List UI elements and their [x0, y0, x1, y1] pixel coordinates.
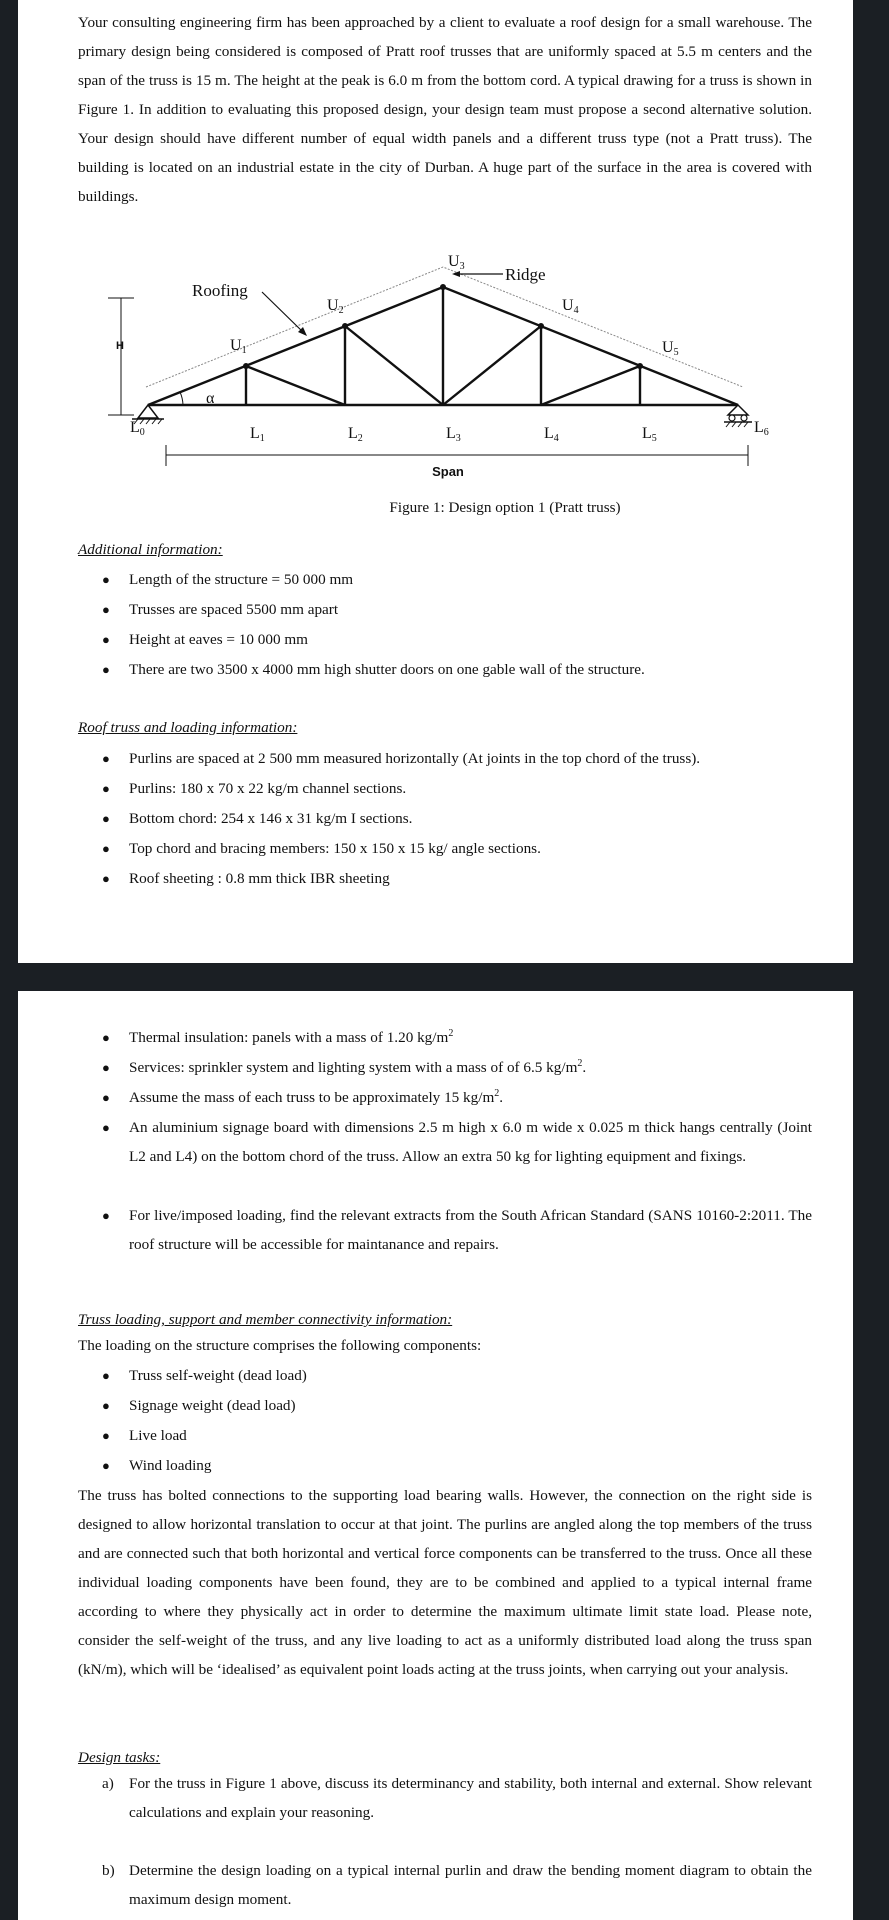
bullet-icon: ● [102, 781, 110, 796]
bullet-icon: ● [102, 632, 110, 647]
list-item: ● Truss self-weight (dead load) [78, 1361, 812, 1391]
bullet-icon: ● [102, 811, 110, 826]
roofing-label: Roofing [192, 281, 248, 300]
diagonal-u4-l3 [443, 326, 541, 405]
bullet-icon: ● [102, 1120, 110, 1135]
list-item: ● Wind loading [78, 1451, 812, 1481]
list-item: ● Assume the mass of each truss to be approximately 15 $kg/m^2$. [78, 1083, 812, 1113]
joint-u4 [538, 323, 544, 329]
alpha-label: α [206, 390, 215, 407]
roller-wheel-2 [741, 415, 747, 421]
list-item: ● Live load [78, 1421, 812, 1451]
roller-wheel-1 [729, 415, 735, 421]
label-u3: U3 [448, 253, 465, 272]
label-u2: U2 [327, 297, 344, 316]
list-item: ● Signage weight (dead load) [78, 1391, 812, 1421]
diagonal-u2-l3 [345, 326, 443, 405]
document-page-2 [18, 991, 853, 1920]
alpha-arc [180, 392, 183, 405]
list-item: ● Purlins: 180 x 70 x 22 kg/m channel sections. [78, 774, 812, 804]
additional-info-heading: Additional information: [78, 541, 223, 558]
bullet-icon: ● [102, 1368, 110, 1383]
list-item: ● Roof sheeting : 0.8 mm thick IBR sheeting [78, 864, 812, 894]
bullet-icon: ● [102, 1398, 110, 1413]
additional-info-list [78, 565, 812, 685]
h-label: H [116, 340, 124, 352]
ridge-label: Ridge [505, 265, 546, 284]
load-components-list [78, 1361, 812, 1481]
bullet-icon: ● [102, 1090, 110, 1105]
list-item: ● Top chord and bracing members: 150 x 150 x 15 kg/ angle sections. [78, 834, 812, 864]
connectivity-heading: Truss loading, support and member connectivity information: [78, 1311, 453, 1328]
joint-u2 [342, 323, 348, 329]
list-item: ● Purlins are spaced at 2 500 mm measured horizontally (At joints in the top chord of the truss). [78, 744, 812, 774]
list-item: ● Trusses are spaced 5500 mm apart [78, 595, 812, 625]
list-item: b) Determine the design loading on a typical internal purlin and draw the bending moment diagram to obtain the maximum design moment. [102, 1862, 812, 1908]
label-u1: U1 [230, 337, 247, 356]
list-item: a) For the truss in Figure 1 above, discuss its determinancy and stability, both internal and external. Show relevant calculations and explain your reasoning. [102, 1775, 812, 1821]
intro-paragraph: Your consulting engineering firm has been approached by a client to evaluate a roof design for a small warehouse. The primary design being considered is composed of Pratt roof trusses that are uniformly spaced at 5.5 m centers and the span of the truss is 15 m. The height at the peak is 6.0 m from the bottom cord. A typical drawing for a truss is shown in Figure 1. In addition to evaluating this proposed design, your design team must propose a second alternative solution. Your design should have different number of equal width panels and a different truss type (not a Pratt truss). The building is located on an industrial estate in the city of Durban. A huge part of the surface in the area is covered with buildings. [78, 14, 812, 205]
connectivity-body: The truss has bolted connections to the supporting load bearing walls. However, the connection on the right side is designed to allow horizontal translation to occur at that joint. The purlins are angled along the top members of the truss and are connected such that both horizontal and vertical force components can be transferred to the truss. Once all these individual loading components have been found, they are to be combined and applied to a typical internal frame according to where they physically act in order to determine the maximum ultimate limit state load. Please note, consider the self-weight of the truss, and any live loading to act as a uniformly distributed load along the truss span (kN/m), which will be ‘idealised’ as equivalent point loads acting at the truss joints, when carrying out your analysis. [78, 1487, 812, 1678]
bullet-icon: ● [102, 841, 110, 856]
roller-support-right [728, 405, 748, 415]
design-tasks-heading: Design tasks: [78, 1749, 161, 1766]
span-label: Span [432, 464, 464, 479]
list-item: ● An aluminium signage board with dimensions 2.5 m high x 6.0 m wide x 0.025 m thick hangs centrally (Joint L2 and L4) on the bottom chord of the truss. Allow an extra 50 kg for lighting equipment and fixings. [78, 1113, 812, 1201]
label-l0: L0 [130, 419, 145, 438]
joint-u3 [440, 284, 446, 290]
bullet-icon: ● [102, 1208, 110, 1223]
label-l1: L1 [250, 425, 265, 444]
list-item: ● For live/imposed loading, find the relevant extracts from the South African Standard (SANS 10160-2:2011. The roof structure will be accessible for maintanance and repairs. [78, 1201, 812, 1260]
bullet-icon: ● [102, 1030, 110, 1045]
list-item: ● Length of the structure = 50 000 mm [78, 565, 812, 595]
design-tasks-list [78, 1769, 812, 1914]
list-item: ● Services: sprinkler system and lighting system with a mass of of 6.5 $kg/m^2$. [78, 1053, 812, 1083]
pin-support-left [138, 405, 158, 418]
label-u4: U4 [562, 297, 579, 316]
bullet-icon: ● [102, 602, 110, 617]
figure-caption: Figure 1: Design option 1 (Pratt truss) [389, 499, 621, 516]
roof-truss-heading: Roof truss and loading information: [78, 719, 298, 736]
bullet-icon: ● [102, 1060, 110, 1075]
label-l4: L4 [544, 425, 559, 444]
list-item: ● Thermal insulation: panels with a mass of 1.20 $kg/m^2$ [78, 1023, 812, 1053]
connectivity-intro: The loading on the structure comprises the following components: [78, 1337, 482, 1354]
label-l2: L2 [348, 425, 363, 444]
bullet-icon: ● [102, 751, 110, 766]
document-page-1 [18, 0, 853, 963]
truss-figure [88, 240, 788, 480]
label-l3: L3 [446, 425, 461, 444]
bullet-icon: ● [102, 871, 110, 886]
label-u5: U5 [662, 339, 679, 358]
label-l6: L6 [754, 419, 769, 438]
list-item: ● There are two 3500 x 4000 mm high shutter doors on one gable wall of the structure. [78, 655, 812, 685]
roofing-arrow [262, 292, 305, 334]
bullet-icon: ● [102, 1428, 110, 1443]
bullet-icon: ● [102, 662, 110, 677]
joint-u1 [243, 363, 249, 369]
roof-truss-list [78, 744, 812, 894]
joint-u5 [637, 363, 643, 369]
loading-materials-list [78, 1023, 812, 1260]
bullet-icon: ● [102, 1458, 110, 1473]
bullet-icon: ● [102, 572, 110, 587]
diagonal-u5-l4 [541, 366, 640, 405]
list-item: ● Height at eaves = 10 000 mm [78, 625, 812, 655]
label-l5: L5 [642, 425, 657, 444]
list-item: ● Bottom chord: 254 x 146 x 31 kg/m I sections. [78, 804, 812, 834]
diagonal-u1-l2 [246, 366, 345, 405]
